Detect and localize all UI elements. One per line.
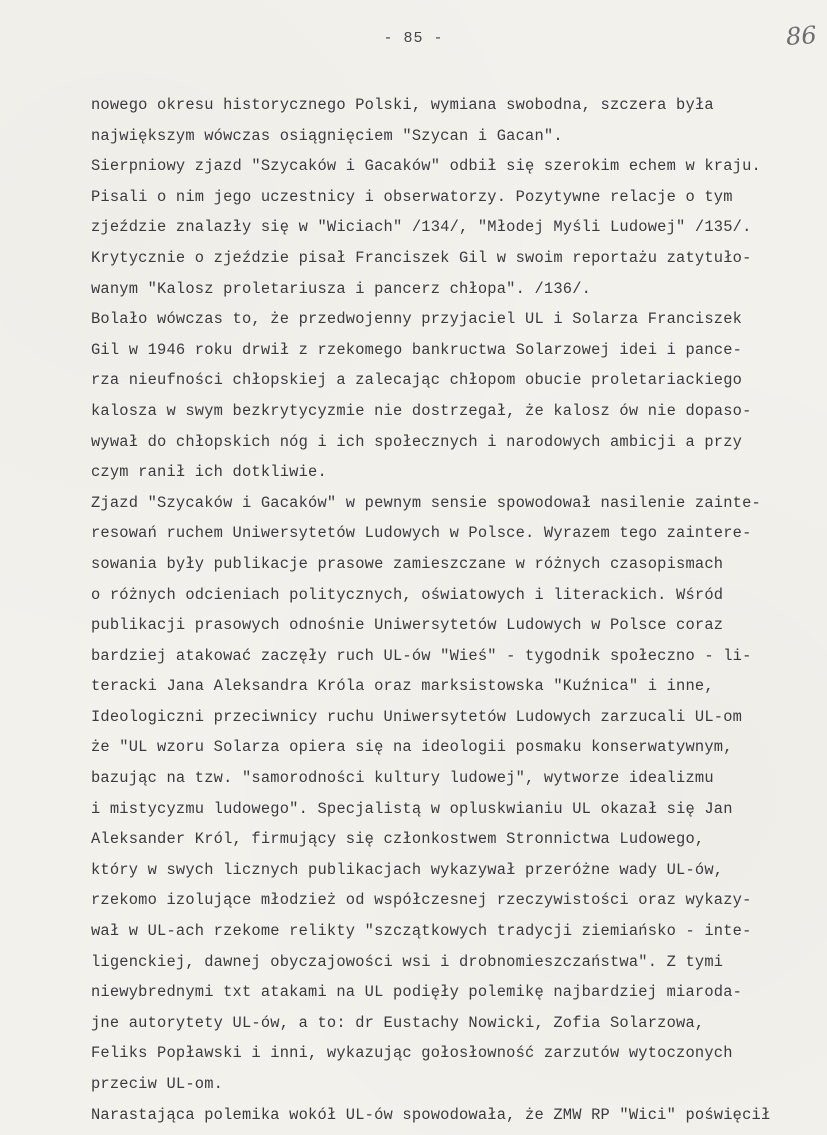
text-line: Aleksander Król, firmujący się członkostwem Stronnictwa Ludowego, (91, 830, 705, 849)
text-line: który w swych licznych publikacjach wykazywał przeróżne wady UL-ów, (91, 860, 724, 879)
handwritten-archive-number: 86 (785, 20, 818, 52)
text-line: sowania były publikacje prasowe zamieszczane w różnych czasopismach (91, 554, 724, 573)
text-line: wanym "Kalosz proletariusza i pancerz chłopa". /136/. (91, 279, 592, 298)
text-line: resowań ruchem Uniwersytetów Ludowych w Polsce. Wyrazem tego zaintere- (91, 524, 752, 543)
text-line: Feliks Popławski i inni, wykazując gołosłowność zarzutów wytoczonych (91, 1044, 733, 1063)
text-line: rzekomo izolujące młodzież od współczesnej rzeczywistości oraz wykazy- (91, 891, 752, 910)
text-line: kalosza w swym bezkrytycyzmie nie dostrzegał, że kalosz ów nie dopaso- (91, 401, 752, 420)
text-line: przeciw UL-om. (91, 1075, 224, 1093)
text-line: publikacji prasowych odnośnie Uniwersytetów Ludowych w Polsce coraz (91, 616, 724, 635)
text-line: bazując na tzw. "samorodności kultury ludowej", wytworze idealizmu (91, 769, 714, 788)
text-line: że "UL wzoru Solarza opiera się na ideologii posmaku konserwatywnym, (91, 738, 733, 757)
text-line: jne autorytety UL-ów, a to: dr Eustachy Nowicki, Zofia Solarzowa, (91, 1013, 705, 1032)
text-line: o różnych odcieniach politycznych, oświatowych i literackich. Wśród (91, 585, 724, 604)
text-line: wywał do chłopskich nóg i ich społecznych i narodowych ambicji a przy (91, 432, 743, 451)
text-line: Sierpniowy zjazd "Szycaków i Gacaków" odbił się szerokim echem w kraju. (91, 157, 761, 176)
text-line: Zjazd "Szycaków i Gacaków" w pewnym sensie spowodował nasilenie zainte- (91, 493, 761, 512)
text-line: Pisali o nim jego uczestnicy i obserwatorzy. Pozytywne relacje o tym (91, 187, 733, 206)
text-line: Krytycznie o zjeździe pisał Franciszek Gil w swoim reportażu zatytuło- (91, 248, 752, 267)
text-line: Bolało wówczas to, że przedwojenny przyjaciel UL i Solarza Franciszek (91, 310, 743, 329)
text-line: Narastająca polemika wokół UL-ów spowodowała, że ZMW RP "Wici" poświęcił (91, 1105, 771, 1124)
text-line: wał w UL-ach rzekome relikty "szczątkowych tradycji ziemiańsko - inte- (91, 922, 752, 941)
text-line: Gil w 1946 roku drwił z rzekomego bankructwa Solarzowej idei i pance- (91, 340, 743, 359)
text-line: teracki Jana Aleksandra Króla oraz marksistowska "Kuźnica" i inne, (91, 677, 714, 696)
text-line: bardziej atakować zaczęły ruch UL-ów "Wieś" - tygodnik społeczno - li- (91, 646, 752, 665)
text-line: zjeździe znalazły się w "Wiciach" /134/, "Młodej Myśli Ludowej" /135/. (91, 218, 752, 237)
text-line: Ideologiczni przeciwnicy ruchu Uniwersytetów Ludowych zarzucali UL-om (91, 707, 743, 726)
text-line: największym wówczas osiągnięciem "Szycan i Gacan". (91, 126, 563, 145)
text-line: ligenckiej, dawnej obyczajowości wsi i drobnomieszczaństwa". Z tymi (91, 952, 724, 971)
text-line: nowego okresu historycznego Polski, wymiana swobodna, szczera była (91, 96, 714, 114)
text-line: rza nieufności chłopskiej a zalecając chłopom obucie proletariackiego (91, 371, 743, 390)
text-line: i mistycyzmu ludowego". Specjalistą w opluskwianiu UL okazał się Jan (91, 799, 733, 818)
body-text (91, 90, 827, 1130)
text-line: niewybrednymi txt atakami na UL podięły polemikę najbardziej miaroda- (91, 983, 743, 1002)
page-number: - 85 - (383, 30, 444, 47)
text-line: czym ranił ich dotkliwie. (91, 463, 327, 482)
